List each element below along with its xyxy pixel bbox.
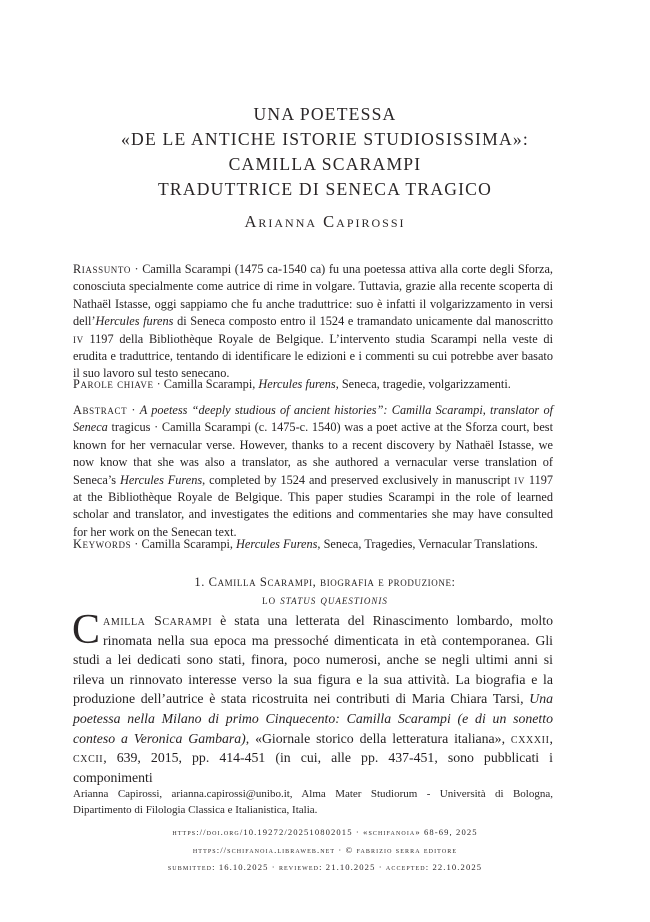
keywords-label: Keywords (73, 537, 132, 551)
riassunto-italic: Hercules furens (95, 314, 174, 329)
keywords-text-2: , Seneca, Tragedies, Vernacular Translations. (317, 537, 538, 551)
keywords-text: Camilla Scarampi, (141, 537, 237, 551)
author-affiliation-note: Arianna Capirossi, arianna.capirossi@unibo.it, Alma Mater Studiorum - Università di Bologna, Dipartimento di Filologia Classica e Italianistica, Italia. (73, 788, 553, 816)
title-line-1: UNA POETESSA (253, 104, 397, 124)
body-volume: cxxxii (510, 730, 550, 746)
abstract-text: Camilla Scarampi (c. 1475-c. 1540) was a poet active at the Sforza court, best known for her vernacular verse. However, thanks to a recent discovery by Nathaël Istasse, we now know that she was also a translator, as she authored a vernacular verse translation of Seneca’s (73, 420, 553, 487)
body-italic-title: Una poetessa nella Milano di primo Cinquecento: Camilla Scarampi (e di un sonetto conteso a Veronica Gambara) (73, 691, 553, 746)
parole-chiave-text-2: , Seneca, tragedie, volgarizzamenti. (335, 377, 511, 391)
riassunto-separator: · (130, 262, 143, 276)
abstract-italic: Hercules Furens (119, 472, 203, 487)
dates-line: submitted: 16.10.2025 · reviewed: 21.10.2025 · accepted: 22.10.2025 (167, 862, 483, 872)
body-text-2: , «Giornale storico della letteratura italiana», (245, 730, 511, 746)
section-heading-line-1: 1. Camilla Scarampi, biografia e produzione: (194, 575, 456, 589)
abstract-english-title: A poetess “deeply studious of ancient histories”: Camilla Scarampi, translator of Seneca (73, 403, 554, 435)
parole-chiave-paragraph (73, 376, 553, 393)
keywords-paragraph (73, 536, 553, 553)
section-heading (0, 573, 650, 609)
section-heading-prefix: lo (262, 593, 281, 607)
website-line: https://schifanoia.libraweb.net · © fabrizio serra editore (192, 845, 458, 855)
title-line-4: TRADUTTRICE DI SENECA TRAGICO (157, 179, 493, 199)
parole-chiave-text: Camilla Scarampi, (163, 377, 259, 391)
drop-cap: C (72, 607, 101, 653)
body-text: è stata una letterata del Rinascimento lombardo, molto rinomata nella sua epoca ma pressoché dimenticata in età contemporanea. Gli studi a lei dedicati sono stati, finora, poco numerosi, anche se negli ultimi anni si rileva un rinnovato interesse verso la sua figura e la sua attività. La biografia e la produzione dell’autrice è stata ricostruita nei contributi di Maria Chiara Tarsi, (73, 613, 553, 707)
abstract-title-tail: tragicus (107, 420, 151, 435)
body-text-3: , (549, 730, 553, 746)
parole-chiave-separator: · (153, 377, 164, 391)
abstract-label: Abstract (73, 403, 128, 417)
abstract-manuscript: iv (514, 472, 525, 487)
riassunto-text-2: di Seneca composto entro il 1524 e tramandato unicamente dal manoscritto (173, 314, 553, 329)
abstract-text-2: , completed by 1524 and preserved exclusively in manuscript (202, 472, 515, 487)
parole-chiave-italic: Hercules furens (258, 377, 336, 391)
body-paragraph (72, 607, 553, 787)
section-heading-italic: status quaestionis (280, 593, 388, 607)
doi-line: https://doi.org/10.19272/202510802015 · «schifanoia» 68-69, 2025 (172, 827, 478, 837)
riassunto-text: Camilla Scarampi (1475 ca-1540 ca) fu una poetessa attiva alla corte degli Sforza, conosciuta specialmente come autrice di rime in volgare. Tuttavia, grazie alla recente scoperta di Nathaël Istasse, oggi sappiamo che fu anche traduttrice: suo è infatti il volgarizzamento in versi dell’ (73, 262, 553, 329)
riassunto-text-3: 1197 della Bibliothèque Royale de Belgique. L’intervento studia Scarampi nella veste di erudita e traduttrice, tentando di identificare le edizioni e i commenti su cui potrebbe aver basato il suo lavoro sul testo senecano. (73, 331, 553, 381)
keywords-italic: Hercules Furens (236, 537, 318, 551)
riassunto-paragraph (73, 261, 553, 383)
body-text-4: , 639, 2015, pp. 414-451 (in cui, alle pp. 437-451, sono pubblicati i componimenti (73, 750, 553, 785)
title-line-2: «DE LE ANTICHE ISTORIE STUDIOSISSIMA»: (121, 129, 529, 149)
author-name: Arianna Capirossi (244, 212, 406, 231)
parole-chiave-label: Parole chiave (73, 377, 154, 391)
abstract-text-3: 1197 at the Bibliothèque Royale de Belgique. This paper studies Scarampi in the role of learned scholar and translator, and investigates the editions and commentaries she may have consulted for her work on the Senecan text. (73, 472, 554, 539)
article-title (0, 102, 650, 202)
abstract-separator: · (127, 403, 140, 417)
abstract-separator-2: · (150, 420, 162, 435)
keywords-separator: · (131, 537, 142, 551)
riassunto-label: Riassunto (73, 262, 131, 276)
body-volume-2: cxcii (73, 750, 104, 766)
riassunto-manuscript: iv (73, 331, 84, 346)
title-line-3: CAMILLA SCARAMPI (228, 154, 422, 174)
abstract-paragraph (73, 402, 553, 541)
body-name: amilla Scarampi (103, 613, 213, 628)
